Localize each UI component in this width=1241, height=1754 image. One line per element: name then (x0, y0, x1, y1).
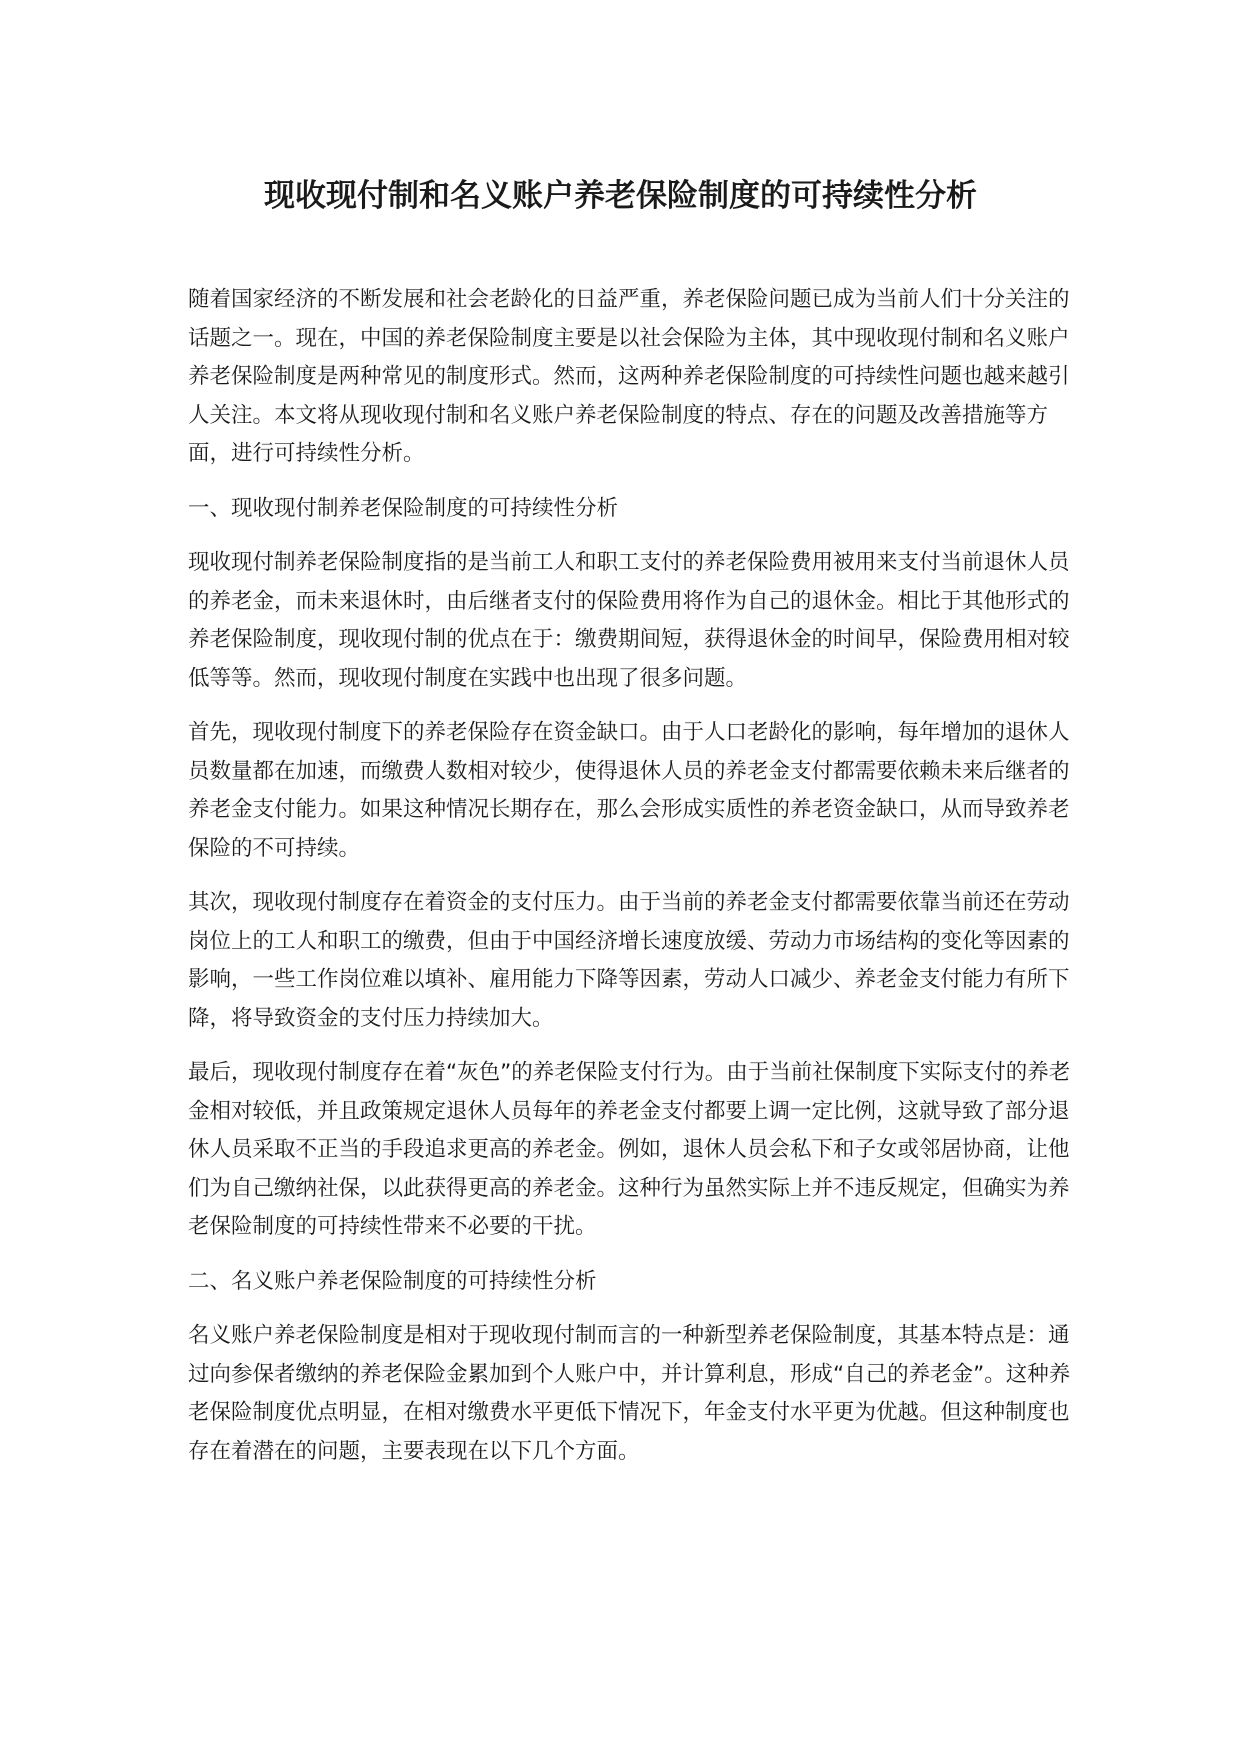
document-title: 现收现付制和名义账户养老保险制度的可持续性分析 (264, 178, 977, 214)
paragraph-paygo-problem-1: 首先，现收现付制度下的养老保险存在资金缺口。由于人口老龄化的影响，每年增加的退休人员数量都在加速，而缴费人数相对较少，使得退休人员的养老金支付都需要依赖未来后继者的养老金支付能力。如果这种情况长期存在，那么会形成实质性的养老资金缺口，从而导致养老保险的不可持续。 (188, 720, 1070, 861)
paragraph-paygo-problem-3: 最后，现收现付制度存在着“灰色”的养老保险支付行为。由于当前社保制度下实际支付的养老金相对较低，并且政策规定退休人员每年的养老金支付都要上调一定比例，这就导致了部分退休人员采取不正当的手段追求更高的养老金。例如，退休人员会私下和子女或邻居协商，让他们为自己缴纳社保，以此获得更高的养老金。这种行为虽然实际上并不违反规定，但确实为养老保险制度的可持续性带来不必要的干扰。 (188, 1060, 1071, 1239)
paragraph-paygo-definition: 现收现付制养老保险制度指的是当前工人和职工支付的养老保险费用被用来支付当前退休人员的养老金，而未来退休时，由后继者支付的保险费用将作为自己的退休金。相比于其他形式的养老保险制度，现收现付制的优点在于：缴费期间短，获得退休金的时间早，保险费用相对较低等等。然而，现收现付制度在实践中也出现了很多问题。 (188, 550, 1070, 691)
section-heading-2: 二、名义账户养老保险制度的可持续性分析 (188, 1268, 597, 1294)
paragraph-paygo-problem-2: 其次，现收现付制度存在着资金的支付压力。由于当前的养老金支付都需要依靠当前还在劳动岗位上的工人和职工的缴费，但由于中国经济增长速度放缓、劳动力市场结构的变化等因素的影响，一些工作岗位难以填补、雇用能力下降等因素，劳动人口减少、养老金支付能力有所下降，将导致资金的支付压力持续加大。 (188, 890, 1070, 1031)
section-heading-1: 一、现收现付制养老保险制度的可持续性分析 (188, 495, 619, 521)
document-body (188, 281, 1073, 1487)
paragraph-intro: 随着国家经济的不断发展和社会老龄化的日益严重，养老保险问题已成为当前人们十分关注的话题之一。现在，中国的养老保险制度主要是以社会保险为主体，其中现收现付制和名义账户养老保险制度是两种常见的制度形式。然而，这两种养老保险制度的可持续性问题也越来越引人关注。本文将从现收现付制和名义账户养老保险制度的特点、存在的问题及改善措施等方面，进行可持续性分析。 (188, 287, 1070, 466)
paragraph-ndc-definition: 名义账户养老保险制度是相对于现收现付制而言的一种新型养老保险制度，其基本特点是：通过向参保者缴纳的养老保险金累加到个人账户中，并计算利息，形成“自己的养老金”。这种养老保险制度优点明显，在相对缴费水平更低下情况下，年金支付水平更为优越。但这种制度也存在着潜在的问题，主要表现在以下几个方面。 (188, 1323, 1071, 1464)
